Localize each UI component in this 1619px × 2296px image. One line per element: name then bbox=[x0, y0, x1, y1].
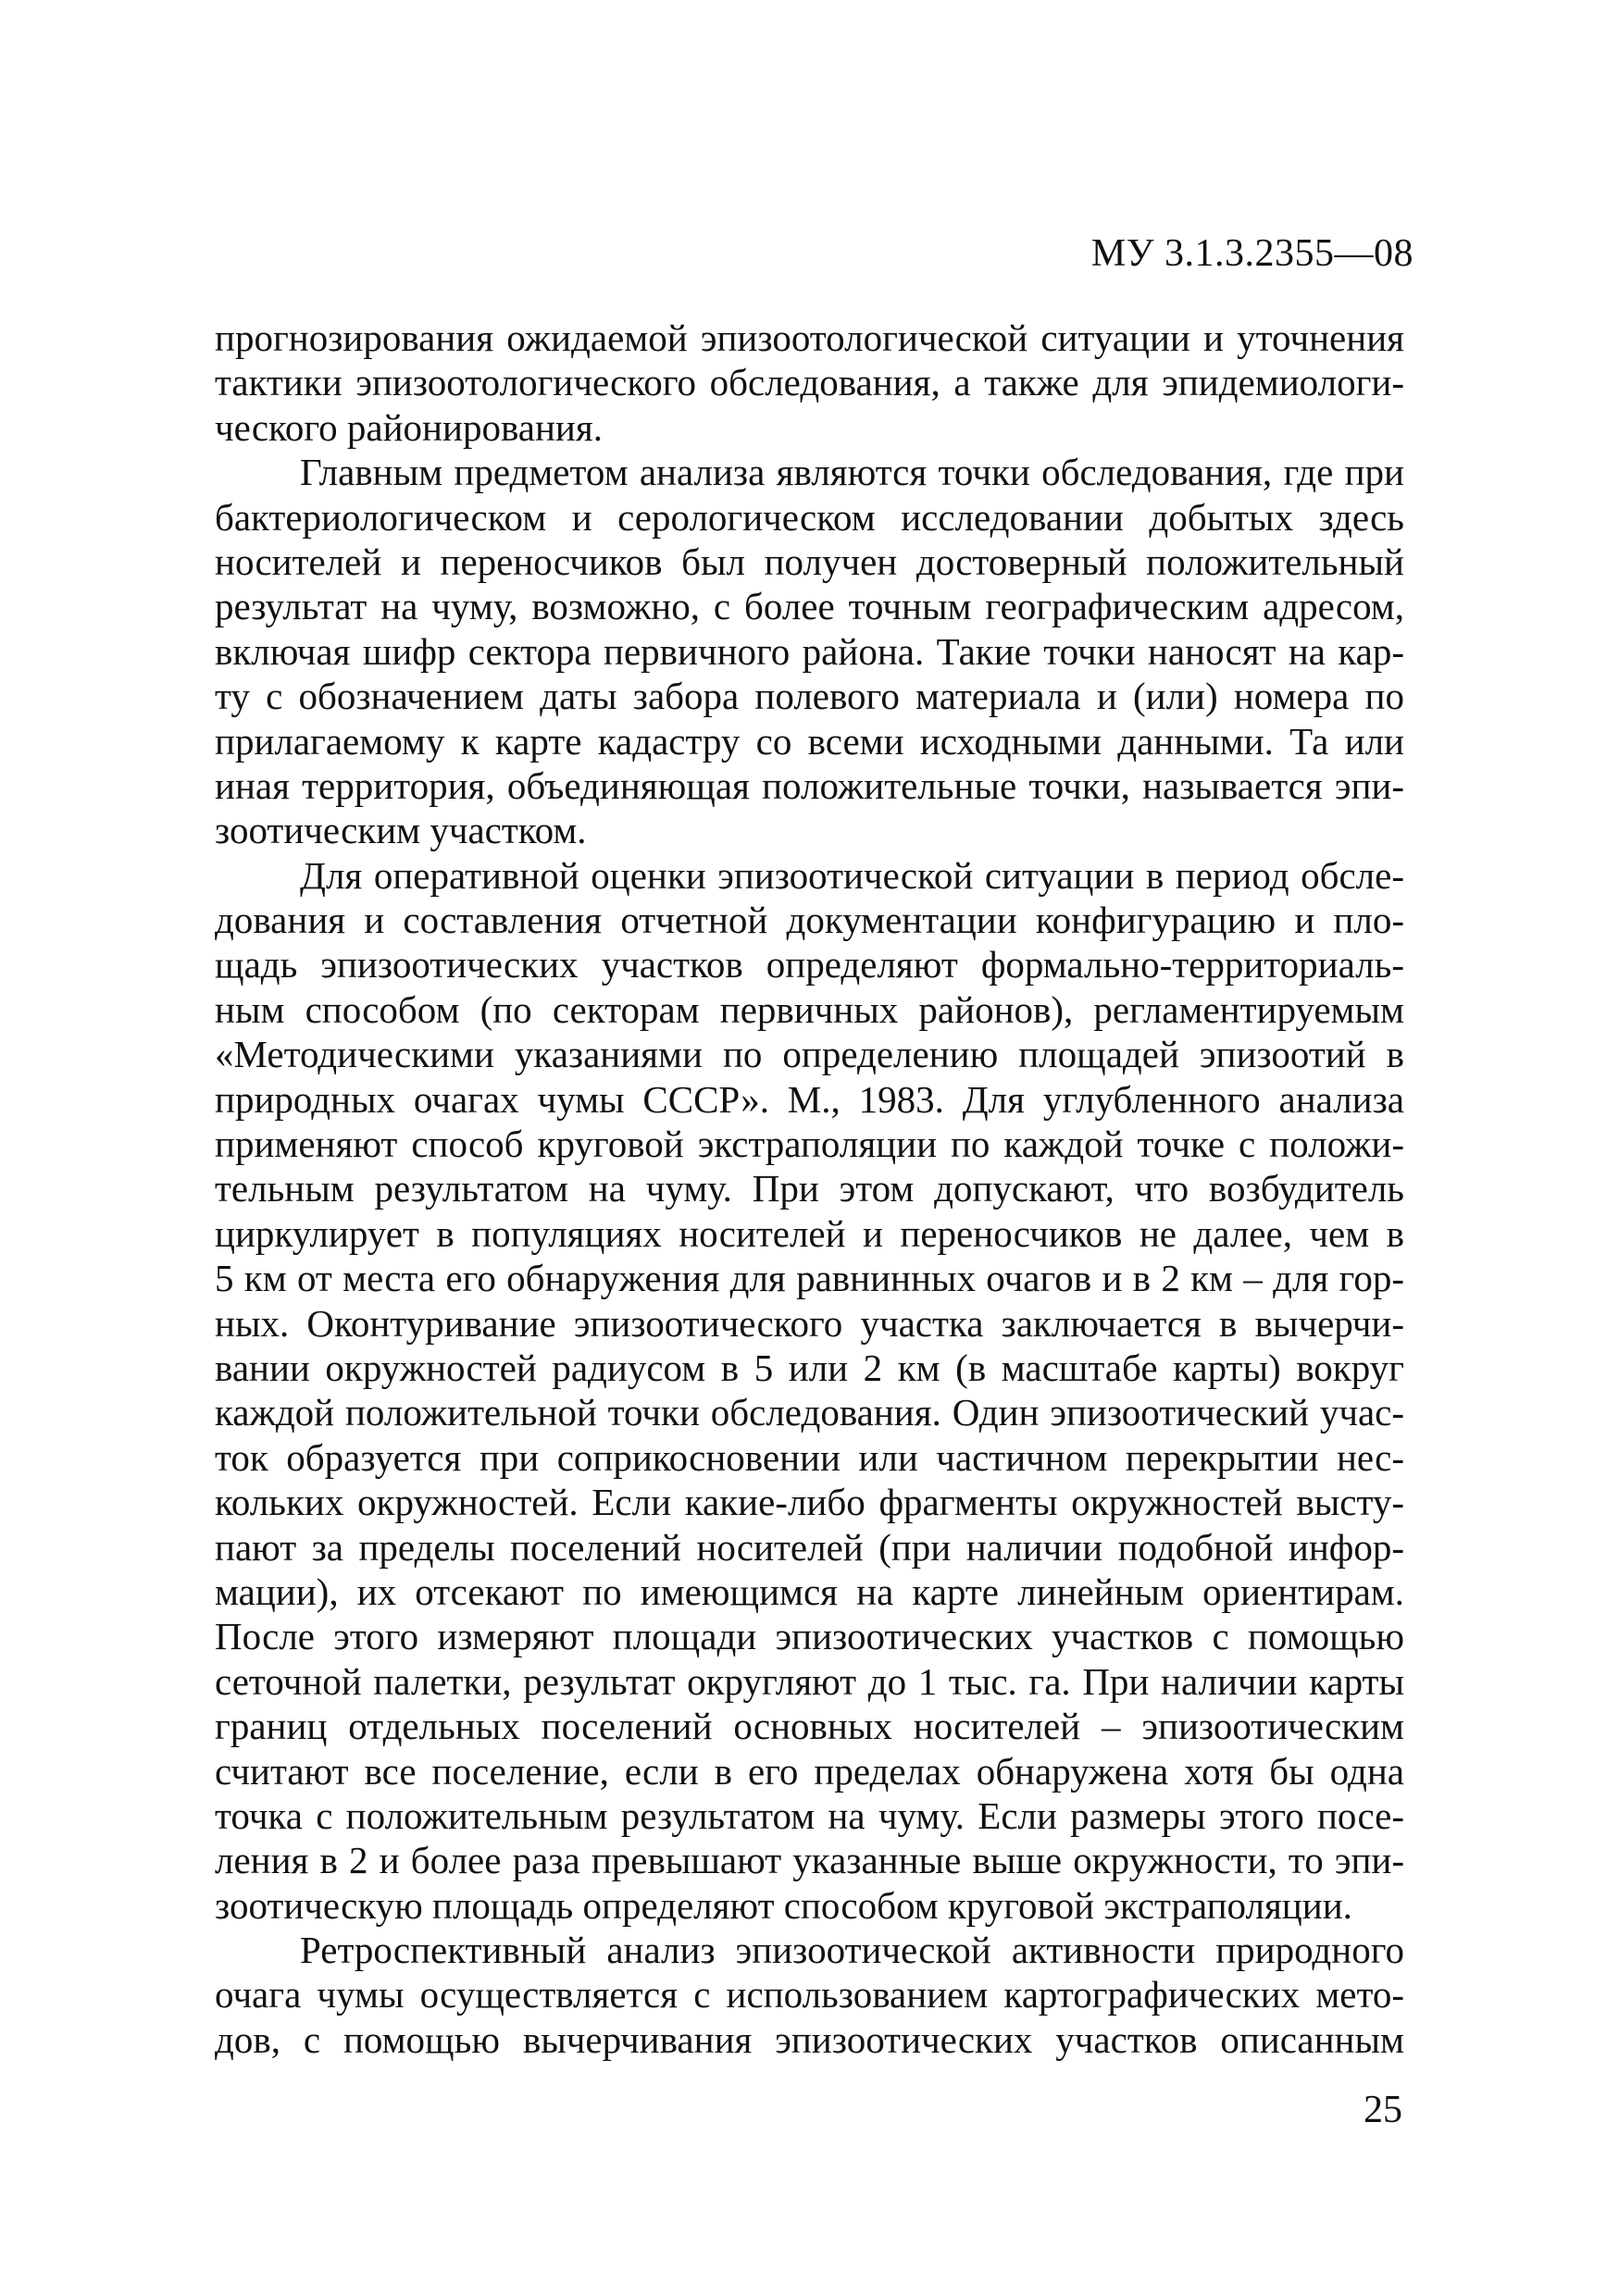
text-line: циркулирует в популяциях носителей и переносчиков не далее, чем в bbox=[215, 1211, 1404, 1255]
text-line: 5 км от места его обнаружения для равнинных очагов и в 2 км – для гор- bbox=[215, 1257, 1404, 1300]
text-line: Ретроспективный анализ эпизоотической активности природного bbox=[300, 1929, 1404, 1972]
text-line: считают все поселение, если в его пределах обнаружена хотя бы одна bbox=[215, 1749, 1404, 1793]
text-line: После этого измеряют площади эпизоотических участков с помощью bbox=[215, 1615, 1404, 1658]
body-text bbox=[215, 316, 1404, 2062]
text-line: границ отдельных поселений основных носителей – эпизоотическим bbox=[215, 1705, 1404, 1748]
text-line: дов, с помощью вычерчивания эпизоотических участков описанным bbox=[215, 2017, 1404, 2061]
text-line: тактики эпизоотологического обследования, а также для эпидемиологи- bbox=[215, 361, 1404, 404]
text-line: носителей и переносчиков был получен достоверный положительный bbox=[215, 540, 1404, 583]
text-line: тельным результатом на чуму. При этом допускают, что возбудитель bbox=[215, 1167, 1404, 1210]
text-line: ных. Оконтуривание эпизоотического участка заключается в вычерчи- bbox=[215, 1301, 1404, 1345]
text-line: включая шифр сектора первичного района. Такие точки наносят на кар- bbox=[215, 629, 1404, 673]
text-line: применяют способ круговой экстраполяции по каждой точке с положи- bbox=[215, 1123, 1404, 1166]
text-line: мации), их отсекают по имеющимся на карте линейным ориентирам. bbox=[215, 1570, 1404, 1613]
text-line: зоотическую площадь определяют способом круговой экстраполяции. bbox=[215, 1883, 1352, 1927]
text-line: пают за пределы поселений носителей (при наличии подобной инфор- bbox=[215, 1525, 1404, 1569]
text-line: бактериологическом и серологическом исследовании добытых здесь bbox=[215, 495, 1404, 539]
text-line: ным способом (по секторам первичных районов), регламентируемым bbox=[215, 987, 1404, 1031]
text-line: ту с обозначением даты забора полевого материала и (или) номера по bbox=[215, 675, 1404, 718]
text-line: результат на чуму, возможно, с более точным географическим адресом, bbox=[215, 585, 1404, 628]
text-line: прогнозирования ожидаемой эпизоотологической ситуации и уточнения bbox=[215, 316, 1404, 359]
document-code: МУ 3.1.3.2355—08 bbox=[1090, 232, 1414, 275]
text-line: «Методическими указаниями по определению площадей эпизоотий в bbox=[215, 1033, 1404, 1076]
page-number: 25 bbox=[1364, 2089, 1402, 2131]
text-line: каждой положительной точки обследования. Один эпизоотический учас- bbox=[215, 1391, 1404, 1434]
paragraph-p3 bbox=[215, 853, 1404, 1928]
paragraph-p2 bbox=[215, 450, 1404, 853]
text-line: иная территория, объединяющая положительные точки, называется эпи- bbox=[215, 763, 1404, 807]
text-line: Для оперативной оценки эпизоотической ситуации в период обсле- bbox=[300, 853, 1404, 897]
text-line: зоотическим участком. bbox=[215, 809, 587, 852]
text-line: ток образуется при соприкосновении или частичном перекрытии нес- bbox=[215, 1435, 1404, 1479]
text-line: природных очагах чумы СССР». М., 1983. Для углубленного анализа bbox=[215, 1077, 1404, 1121]
text-line: ческого районирования. bbox=[215, 405, 603, 449]
paragraph-p1 bbox=[215, 316, 1404, 450]
text-line: Главным предметом анализа являются точки обследования, где при bbox=[300, 451, 1404, 494]
text-line: вании окружностей радиусом в 5 или 2 км (в масштабе карты) вокруг bbox=[215, 1346, 1404, 1389]
paragraph-p4 bbox=[215, 1928, 1404, 2062]
text-line: прилагаемому к карте кадастру со всеми исходными данными. Та или bbox=[215, 719, 1404, 763]
text-line: сеточной палетки, результат округляют до 1 тыс. га. При наличии карты bbox=[215, 1659, 1404, 1703]
text-line: точка с положительным результатом на чуму. Если размеры этого посе- bbox=[215, 1793, 1404, 1837]
text-line: дования и составления отчетной документации конфигурацию и пло- bbox=[215, 899, 1404, 942]
text-line: ления в 2 и более раза превышают указанные выше окружности, то эпи- bbox=[215, 1839, 1404, 1882]
text-line: очага чумы осуществляется с использованием картографических мето- bbox=[215, 1973, 1404, 2017]
text-line: щадь эпизоотических участков определяют формально-территориаль- bbox=[215, 943, 1404, 987]
text-line: кольких окружностей. Если какие-либо фрагменты окружностей высту- bbox=[215, 1481, 1404, 1524]
